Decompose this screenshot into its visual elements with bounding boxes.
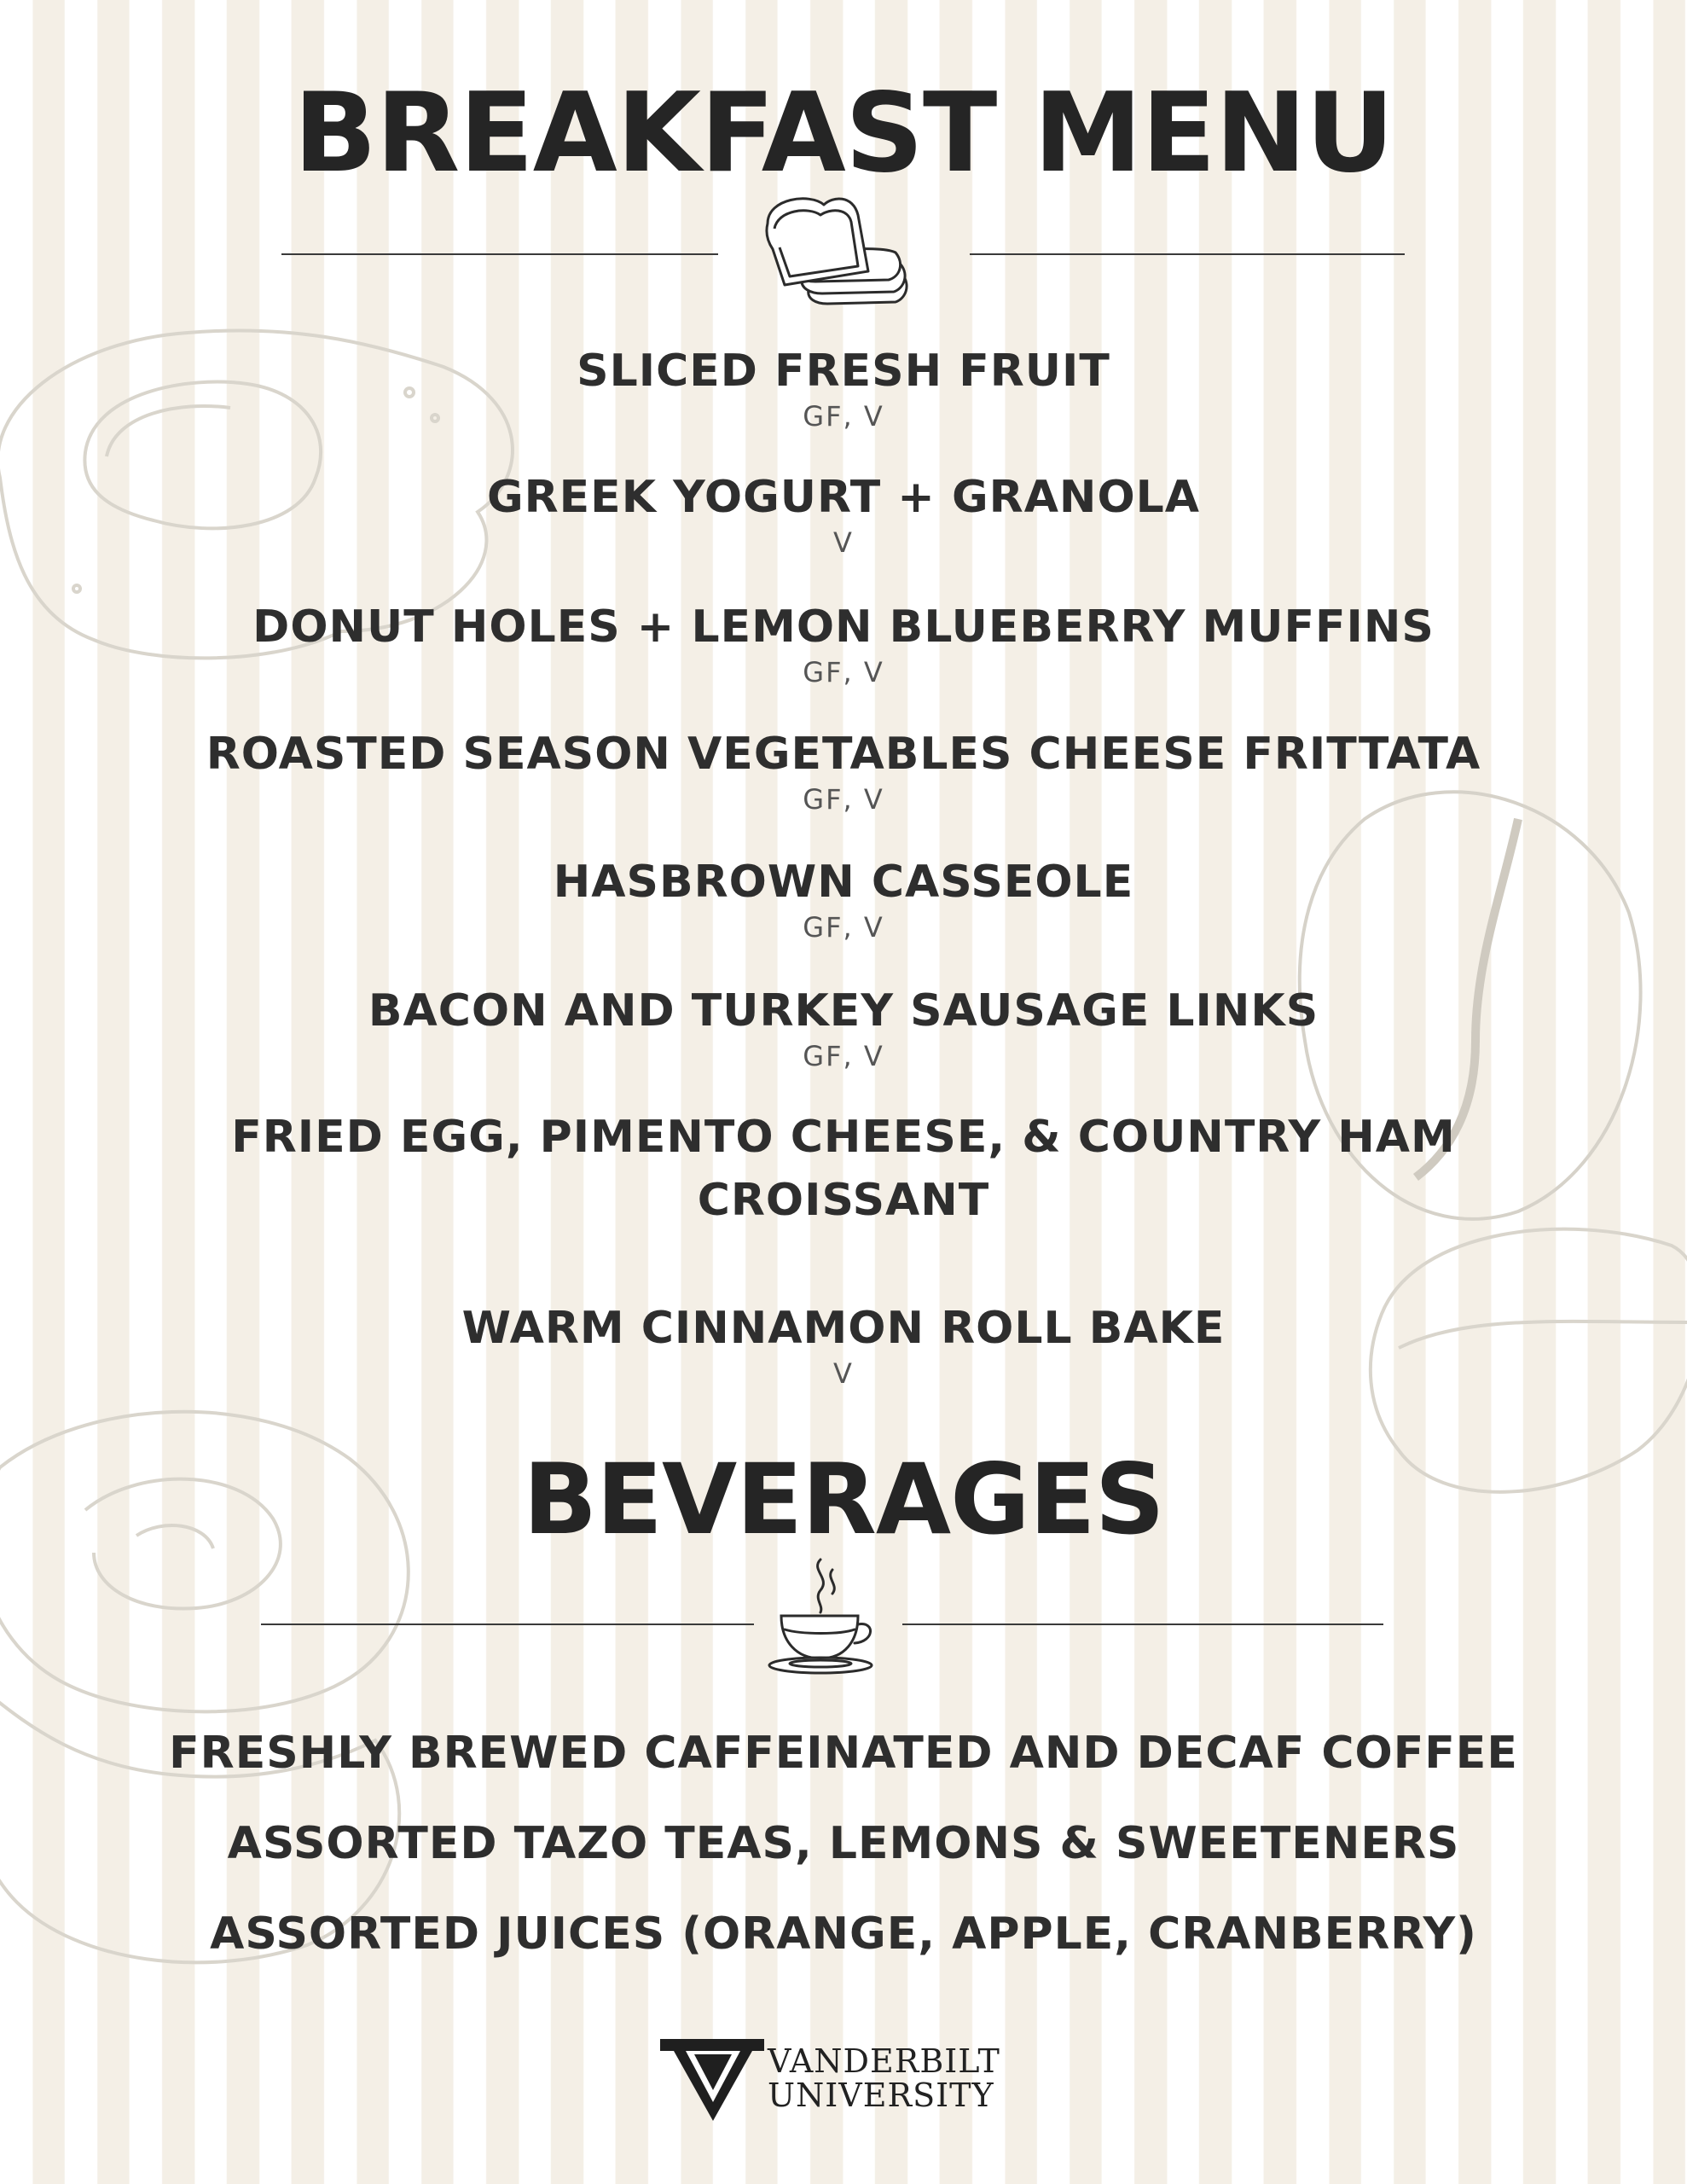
menu-item (0, 851, 1687, 944)
menu-item-tags: V (833, 1357, 854, 1390)
menu-item-name: SLICED FRESH FRUIT (577, 346, 1110, 397)
beverage-item: FRESHLY BREWED CAFFEINATED AND DECAF COFFEE (169, 1728, 1518, 1779)
menu-item-name: HASBROWN CASSEOLE (553, 857, 1134, 908)
menu-item-tags: GF, V (803, 656, 884, 688)
menu-item (0, 979, 1687, 1073)
beverage-item: ASSORTED JUICES (ORANGE, APPLE, CRANBERRY) (210, 1908, 1477, 1960)
menu-item-name: DONUT HOLES + LEMON BLUEBERRY MUFFINS (252, 601, 1435, 653)
vanderbilt-logo (657, 2032, 1032, 2126)
beverages-title: BEVERAGES (523, 1443, 1164, 1556)
coffee-cup-icon (759, 1553, 887, 1681)
toast-slices-icon (759, 189, 930, 309)
menu-item-name: BACON AND TURKEY SAUSAGE LINKS (368, 985, 1319, 1037)
beverages-divider-left (261, 1623, 754, 1625)
breakfast-divider-right (970, 253, 1405, 255)
menu-item (0, 1106, 1687, 1228)
menu-item (0, 340, 1687, 433)
menu-item-name: GREEK YOGURT + GRANOLA (486, 472, 1201, 523)
logo-line-2: UNIVERSITY (768, 2077, 994, 2114)
menu-item (0, 1297, 1687, 1391)
breakfast-divider-left (281, 253, 718, 255)
menu-item-name: WARM CINNAMON ROLL BAKE (461, 1303, 1226, 1354)
menu-item-tags: GF, V (803, 1040, 884, 1072)
menu-item-name: FRIED EGG, PIMENTO CHEESE, & COUNTRY HAM CROISSANT (231, 1112, 1456, 1226)
menu-item (0, 723, 1687, 816)
menu-item (0, 466, 1687, 560)
menu-item-tags: GF, V (803, 911, 884, 944)
beverages-divider-right (902, 1623, 1383, 1625)
menu-item (0, 595, 1687, 689)
vanderbilt-v-icon (657, 2032, 768, 2126)
breakfast-menu-title: BREAKFAST MENU (293, 70, 1394, 197)
beverage-item: ASSORTED TAZO TEAS, LEMONS & SWEETENERS (227, 1818, 1460, 1869)
menu-item-tags: V (833, 526, 854, 559)
menu-item-tags: GF, V (803, 783, 884, 816)
menu-item-name: ROASTED SEASON VEGETABLES CHEESE FRITTATA (206, 729, 1481, 780)
logo-line-1: VANDERBILT (768, 2042, 1000, 2080)
menu-item-tags: GF, V (803, 400, 884, 433)
